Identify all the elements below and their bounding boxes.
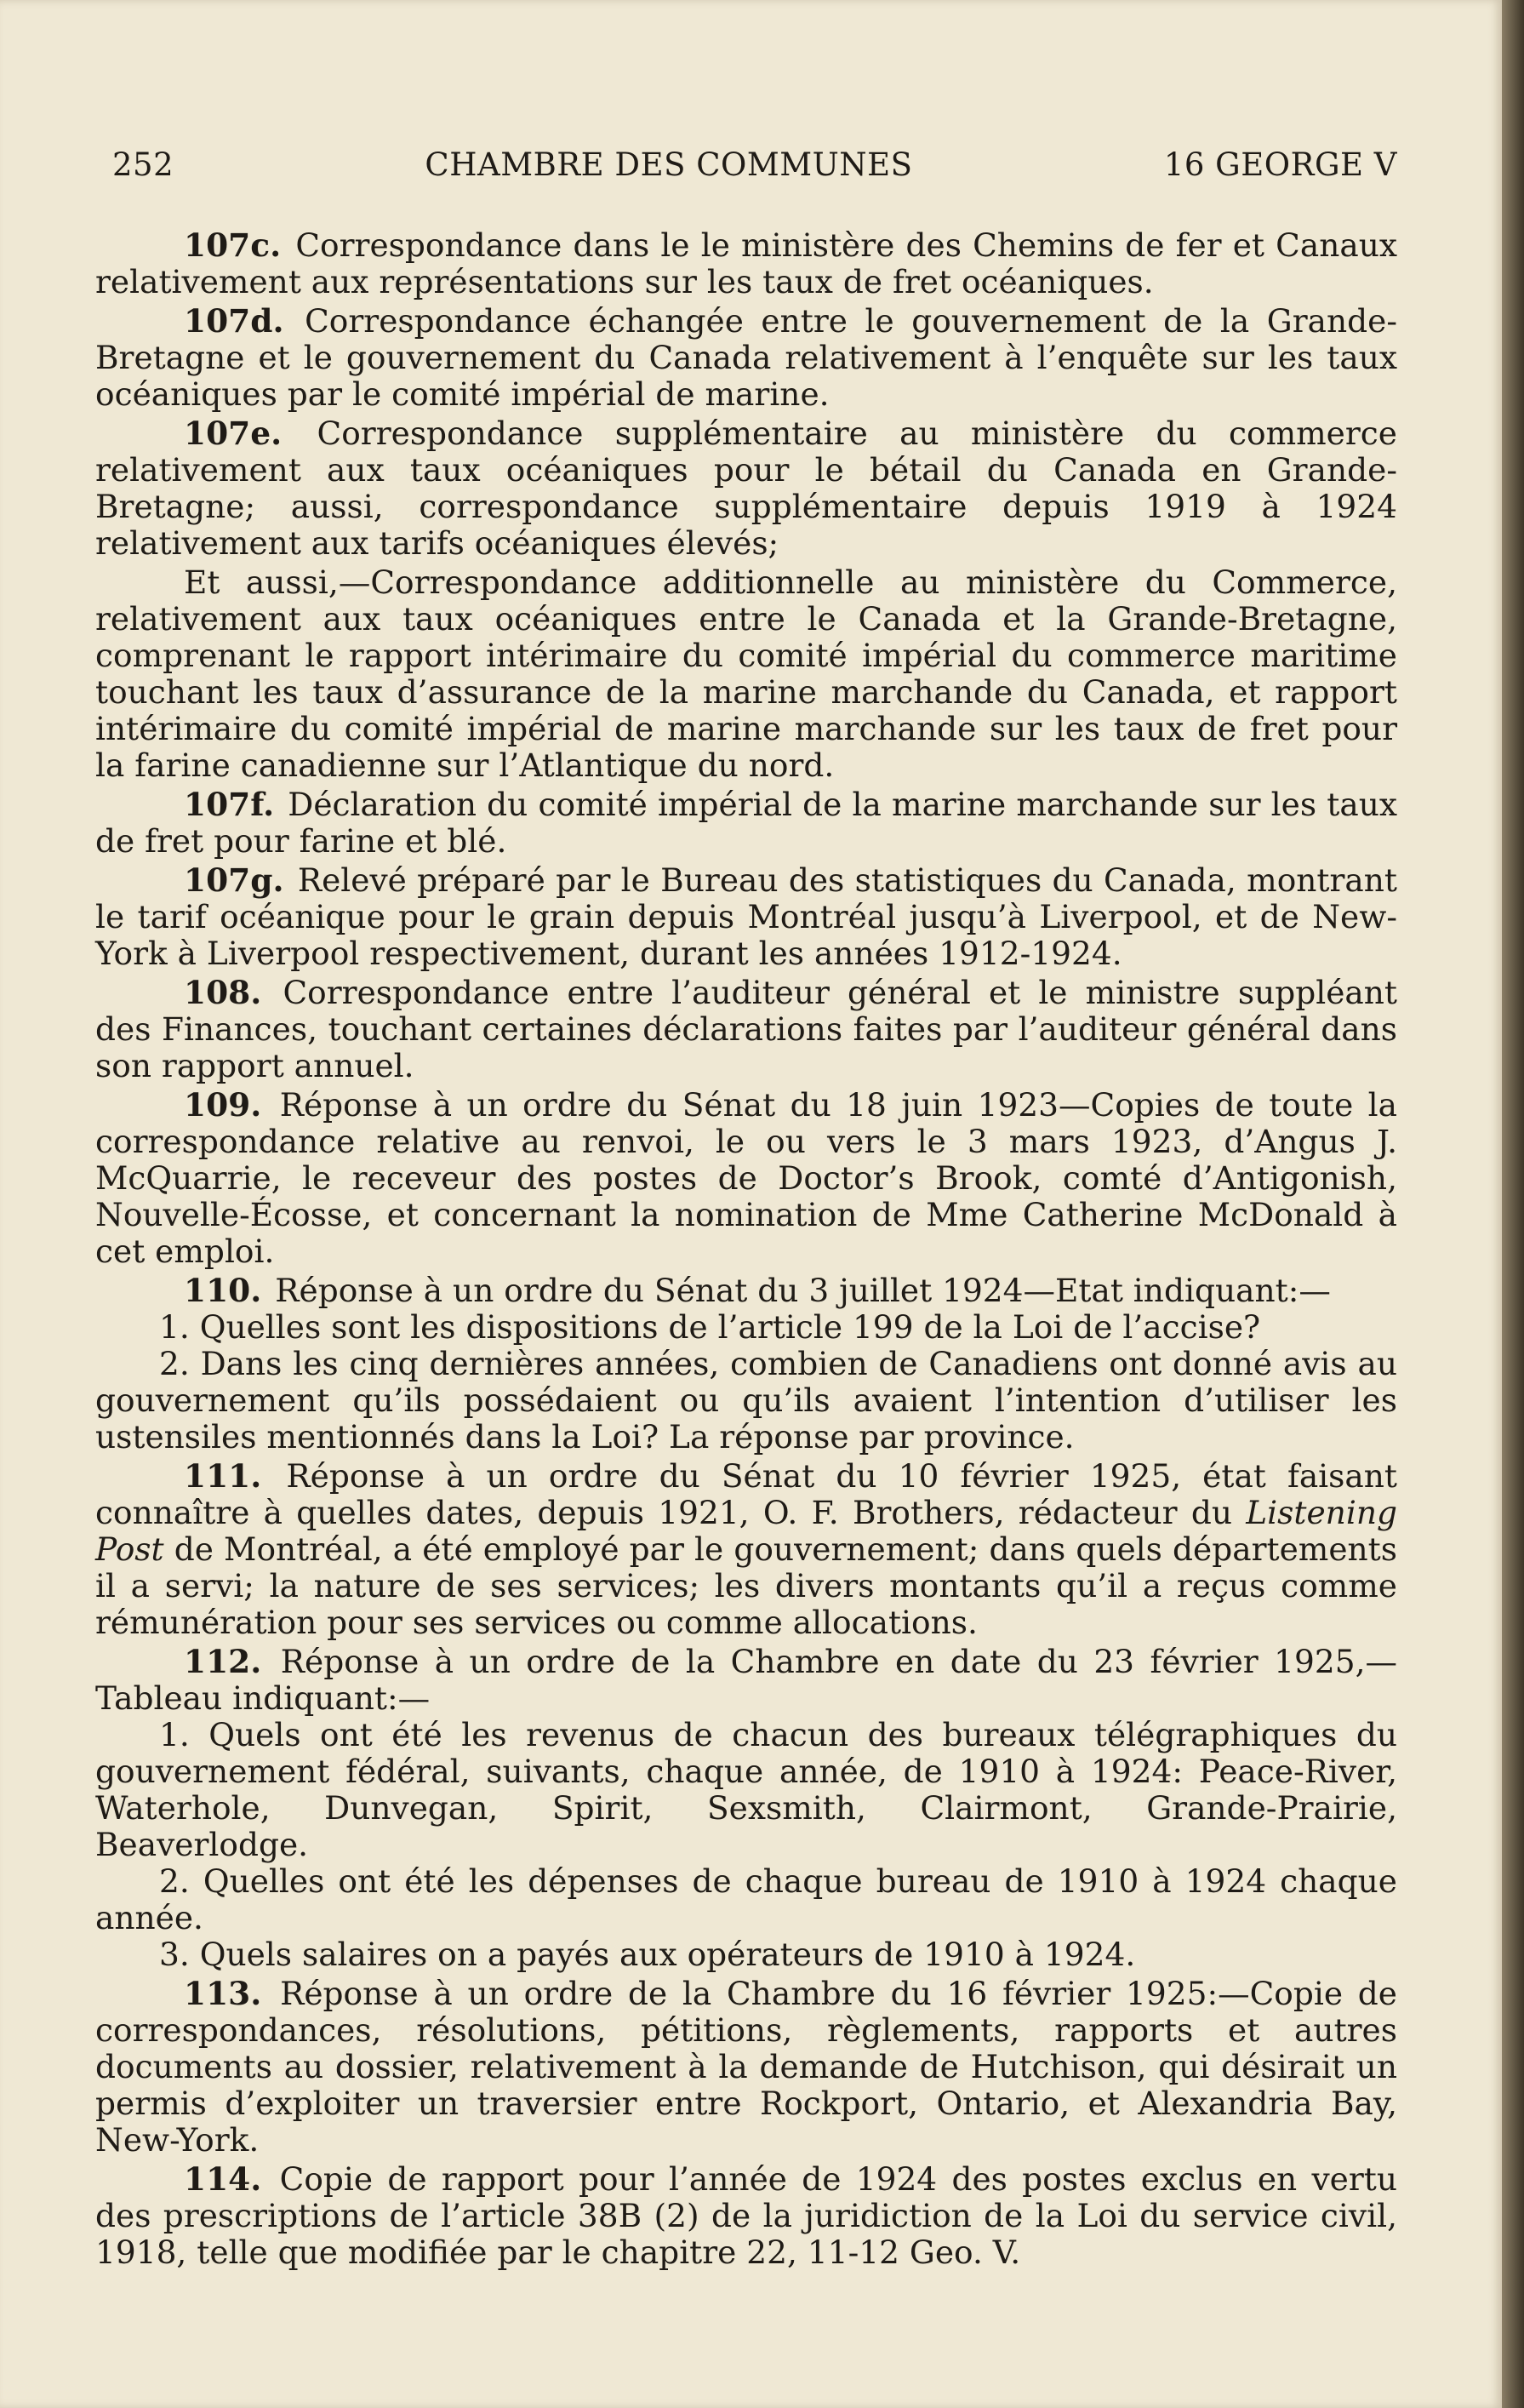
- entry-113: [95, 1976, 1397, 2159]
- entry-text: Correspondance entre l’auditeur général et le ministre suppléant des Finances, touchant certaines déclarations faites par l’auditeur général dans son rapport annuel.: [95, 974, 1397, 1084]
- entry-text: Déclaration du comité impérial de la marine marchande sur les taux de fret pour farine et blé.: [95, 786, 1397, 860]
- entry-110-item-2: [95, 1346, 1397, 1456]
- entry-109: [95, 1087, 1397, 1270]
- entry-text: Réponse à un ordre du Sénat du 10 février 1925, état faisant connaître à quelles dates, depuis 1921, O. F. Brothers, rédacteur du: [95, 1457, 1398, 1531]
- publication-title: Listening Post: [95, 1494, 1397, 1568]
- entry-112-item-2: [95, 1863, 1397, 1936]
- header-reign: 16 GEORGE V: [1163, 146, 1397, 183]
- header-title: CHAMBRE DES COMMUNES: [425, 146, 913, 183]
- entry-text: Correspondance supplémentaire au ministère du commerce relativement aux taux océaniques pour le bétail du Canada en Grande-Bretagne; aussi, correspondance supplémentaire depuis 1919 à 1924 relativement aux tarifs océaniques élevés;: [95, 415, 1397, 562]
- entry-text: 2. Quelles ont été les dépenses de chaque bureau de 1910 à 1924 chaque année.: [95, 1862, 1397, 1936]
- entry-text: 3. Quels salaires on a payés aux opérateurs de 1910 à 1924.: [159, 1936, 1136, 1973]
- entry-text: Correspondance dans le le ministère des Chemins de fer et Canaux relativement aux représentations sur les taux de fret océaniques.: [95, 226, 1397, 300]
- entry-number: 108.: [184, 974, 262, 1011]
- entry-107f: [95, 786, 1397, 860]
- entry-text: 1. Quelles sont les dispositions de l’article 199 de la Loi de l’accise?: [159, 1308, 1261, 1346]
- page-content: [95, 146, 1397, 2271]
- entry-107e-continued: [95, 564, 1397, 784]
- book-spine-edge: [1502, 0, 1524, 2408]
- entry-108: [95, 975, 1397, 1084]
- entry-number: 107f.: [184, 786, 275, 823]
- entry-number: 113.: [184, 1975, 262, 2012]
- entry-110: [95, 1273, 1397, 1309]
- entry-number: 107g.: [184, 861, 284, 899]
- entry-110-item-1: [95, 1309, 1397, 1346]
- entry-112-item-1: [95, 1717, 1397, 1863]
- entry-text: Et aussi,—Correspondance additionnelle au ministère du Commerce, relativement aux taux océaniques entre le Canada et la Grande-Bretagne, comprenant le rapport intérimaire du comité impérial du commerce maritime touchant les taux d’assurance de la marine marchande du Canada, et rapport intérimaire du comité impérial de marine marchande sur les taux de fret pour la farine canadienne sur l’Atlantique du nord.: [95, 563, 1397, 784]
- entry-114: [95, 2161, 1397, 2271]
- entry-number: 114.: [184, 2160, 262, 2198]
- entry-112: [95, 1644, 1397, 1717]
- entry-text: 2. Dans les cinq dernières années, combien de Canadiens ont donné avis au gouvernement qu’ils possédaient ou qu’ils avaient l’intention d’utiliser les ustensiles mentionnés dans la Loi? La réponse par province.: [95, 1345, 1397, 1456]
- entry-number: 112.: [184, 1643, 262, 1680]
- entry-text: Réponse à un ordre de la Chambre en date du 23 février 1925,—Tableau indiquant:—: [95, 1643, 1398, 1717]
- entry-text: Copie de rapport pour l’année de 1924 des postes exclus en vertu des prescriptions de l’article 38B (2) de la juridiction de la Loi du service civil, 1918, telle que modifiée par le chapitre 22, 11-12 Geo. V.: [95, 2160, 1397, 2271]
- running-header: [95, 146, 1397, 183]
- entry-text: Réponse à un ordre du Sénat du 18 juin 1923—Copies de toute la correspondance relative au renvoi, le ou vers le 3 mars 1923, d’Angus J. McQuarrie, le receveur des postes de Doctor’s Brook, comté d’Antigonish, Nouvelle-Écosse, et concernant la nomination de Mme Catherine McDonald à cet emploi.: [95, 1086, 1398, 1270]
- entry-111: [95, 1458, 1397, 1641]
- entry-text: Correspondance échangée entre le gouvernement de la Grande-Bretagne et le gouvernement du Canada relativement à l’enquête sur les taux océaniques par le comité impérial de marine.: [95, 302, 1397, 413]
- entry-number: 110.: [184, 1272, 262, 1309]
- entry-number: 109.: [184, 1086, 262, 1124]
- entry-text: Réponse à un ordre de la Chambre du 16 février 1925:—Copie de correspondances, résolutions, pétitions, règlements, rapports et autres documents au dossier, relativement à la demande de Hutchison, qui désirait un permis d’exploiter un traversier entre Rockport, Ontario, et Alexandria Bay, New-York.: [95, 1975, 1397, 2159]
- page-number: 252: [112, 146, 174, 183]
- entry-107g: [95, 862, 1397, 972]
- entry-text: 1. Quels ont été les revenus de chacun des bureaux télégraphiques du gouvernement fédéral, suivants, chaque année, de 1910 à 1924: Peace-River, Waterhole, Dunvegan, Spirit, Sexsmith, Clairmont, Grande-Prairie, Beaverlodge.: [95, 1716, 1397, 1863]
- entry-number: 107c.: [184, 226, 282, 264]
- entry-text: Relevé préparé par le Bureau des statistiques du Canada, montrant le tarif océanique pour le grain depuis Montréal jusqu’à Liverpool, et de New-York à Liverpool respectivement, durant les années 1912-1924.: [95, 861, 1397, 972]
- entry-number: 111.: [184, 1457, 262, 1495]
- entry-107c: [95, 227, 1397, 300]
- entry-107e: [95, 415, 1397, 562]
- entry-number: 107d.: [184, 302, 284, 340]
- entry-number: 107e.: [184, 415, 283, 452]
- entry-107d: [95, 303, 1397, 413]
- entry-112-item-3: [95, 1936, 1397, 1973]
- entry-text: Réponse à un ordre du Sénat du 3 juillet 1924—Etat indiquant:—: [275, 1272, 1331, 1309]
- entry-text: de Montréal, a été employé par le gouvernement; dans quels départements il a servi; la nature de ses services; les divers montants qu’il a reçus comme rémunération pour ses services ou comme allocations.: [95, 1530, 1397, 1641]
